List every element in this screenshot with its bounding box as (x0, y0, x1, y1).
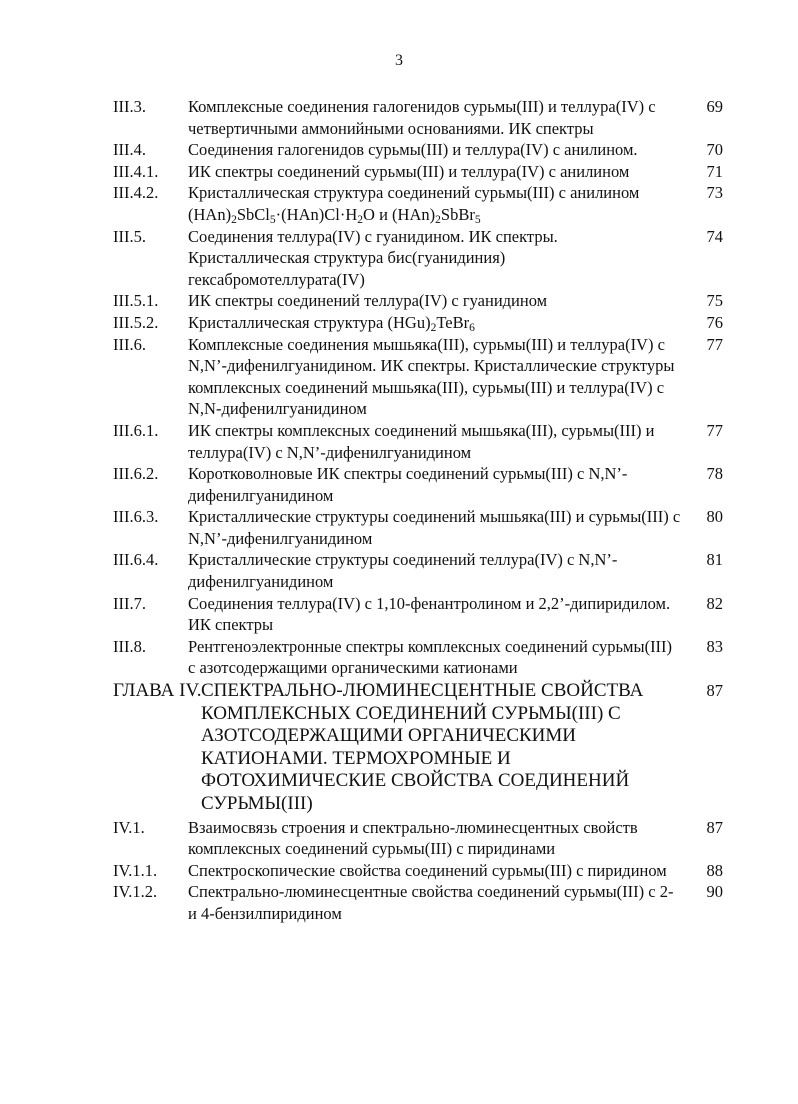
chapter-label: ГЛАВА IV. (113, 680, 202, 702)
toc-entry (113, 96, 723, 139)
toc-entry-number: III.6. (113, 334, 146, 354)
toc-entry-number: III.7. (113, 593, 146, 613)
toc-entry (113, 226, 723, 291)
toc-entry-page: 77 (706, 334, 723, 354)
toc-entry-page: 74 (706, 226, 723, 246)
toc-entry-title: Кристаллические структуры соединений мышьяка(III) и сурьмы(III) с N,N’-дифенилгуанидином (188, 507, 681, 548)
toc-entry (113, 182, 723, 225)
toc-entry-title: Коротковолновые ИК спектры соединений сурьмы(III) с N,N’-дифенилгуанидином (188, 464, 628, 505)
toc-entry (113, 817, 723, 860)
toc-entry (113, 290, 723, 312)
toc-entry-title: Взаимосвязь строения и спектрально-люминесцентных свойств комплексных соединений сурьмы(III) с пиридинами (188, 817, 638, 859)
toc-entry-page: 76 (706, 312, 723, 332)
toc-entry-title: Кристаллическая структура соединений сурьмы(III) с анилином $(HAn)_2SbCl_5\cdot(HAn)Cl\cdot H_2O$ и $(HAn)_2SbBr_5$ (188, 183, 640, 226)
toc-entry-title: Кристаллические структуры соединений теллура(IV) с N,N’-дифенилгуанидином (188, 550, 618, 592)
toc-entry-page: 81 (706, 550, 723, 570)
chapter-page: 87 (706, 681, 723, 701)
toc-entry-number: IV.1. (113, 817, 145, 837)
toc-entry-page: 82 (706, 593, 723, 613)
toc-entry-number: IV.1.2. (113, 882, 158, 902)
toc-entry (113, 860, 723, 882)
toc-entry-page: 78 (706, 464, 723, 484)
toc-entry-title: Рентгеноэлектронные спектры комплексных соединений сурьмы(III) с азотсодержащими органическими катионами (188, 636, 673, 678)
toc-entry-page: 83 (706, 636, 723, 656)
toc-entry-page: 88 (706, 860, 723, 880)
chapter-title: СПЕКТРАЛЬНО-ЛЮМИНЕСЦЕНТНЫЕ СВОЙСТВА КОМПЛЕКСНЫХ СОЕДИНЕНИЙ СУРЬМЫ(III) С АЗОТСОДЕРЖАЩИМИ ОРГАНИЧЕСКИМИ КАТИОНАМИ. ТЕРМОХРОМНЫЕ И ФОТОХИМИЧЕСКИЕ СВОЙСТВА СОЕДИНЕНИЙ СУРЬМЫ(III) (201, 680, 644, 814)
toc-entry-page: 69 (706, 97, 723, 116)
toc-entry-page: 70 (706, 140, 723, 160)
toc-entry-title: Комплексные соединения мышьяка(III), сурьмы(III) и теллура(IV) с N,N’-дифенилгуанидином. ИК спектры. Кристаллические структуры комплексных соединений мышьяка(III), сурьмы(III) и теллура(IV) с N,N-дифенилгуанидином (188, 334, 675, 419)
toc-entry-number: III.6.2. (113, 464, 159, 484)
toc-entry-number: III.6.3. (113, 507, 159, 527)
toc-entry-title: Соединения галогенидов сурьмы(III) и теллура(IV) с анилином. (188, 140, 638, 160)
page-number: 3 (395, 52, 403, 69)
toc-entry-number: III.4.1. (113, 161, 159, 181)
toc-entry-number: III.4. (113, 140, 146, 160)
toc-entry-title: Соединения теллура(IV) с гуанидином. ИК спектры. Кристаллическая структура бис(гуанидиния) гексабромотеллурата(IV) (188, 226, 558, 289)
toc-entry-page: 77 (706, 420, 723, 440)
toc-entry-page: 75 (706, 291, 723, 311)
toc-entry (113, 463, 723, 506)
toc-entry-page: 71 (706, 161, 723, 181)
toc-entry (113, 139, 723, 161)
toc-entry-number: III.6.4. (113, 550, 159, 570)
toc-entry-title: ИК спектры соединений теллура(IV) с гуанидином (188, 291, 548, 311)
toc-entry (113, 506, 723, 549)
toc-entry-number: III.4.2. (113, 183, 159, 203)
toc-entry-number: III.8. (113, 636, 146, 656)
toc-entry-number: III.5. (113, 226, 146, 246)
toc-entry (113, 636, 723, 679)
toc-entry (113, 420, 723, 463)
toc-entry-number: III.5.1. (113, 291, 159, 311)
toc-entry-title: ИК спектры соединений сурьмы(III) и теллура(IV) с анилином (188, 161, 630, 181)
toc-entry-page: 80 (706, 507, 723, 527)
chapter-heading (113, 680, 723, 816)
toc-entry-title: Соединения теллура(IV) с 1,10-фенантролином и 2,2’-дипиридилом. ИК спектры (188, 593, 671, 635)
table-of-contents (113, 96, 723, 925)
toc-entry (113, 312, 723, 334)
toc-entry-number: III.6.1. (113, 420, 159, 440)
toc-entry-title: Спектроскопические свойства соединений сурьмы(III) с пиридином (188, 860, 667, 880)
toc-entry-number: IV.1.1. (113, 860, 158, 880)
toc-entry-title: Кристаллическая структура $(HGu)_2TeBr_6$ (188, 312, 475, 334)
toc-entry (113, 881, 723, 924)
toc-entry (113, 593, 723, 636)
toc-entry-page: 73 (706, 183, 723, 203)
toc-entry-page: 90 (706, 882, 723, 902)
toc-entry-number: III.5.2. (113, 312, 159, 332)
toc-entry-title: ИК спектры комплексных соединений мышьяка(III), сурьмы(III) и теллура(IV) с N,N’-дифенилгуанидином (188, 420, 655, 462)
toc-entry-title: Комплексные соединения галогенидов сурьмы(III) и теллура(IV) с четвертичными аммонийными основаниями. ИК спектры (188, 97, 656, 138)
toc-entry-title: Спектрально-люминесцентные свойства соединений сурьмы(III) с 2- и 4-бензилпиридином (188, 882, 674, 923)
toc-entry-number: III.3. (113, 97, 146, 116)
toc-entry (113, 549, 723, 592)
toc-entry-page: 87 (706, 817, 723, 837)
toc-entry (113, 161, 723, 183)
toc-entry (113, 334, 723, 420)
